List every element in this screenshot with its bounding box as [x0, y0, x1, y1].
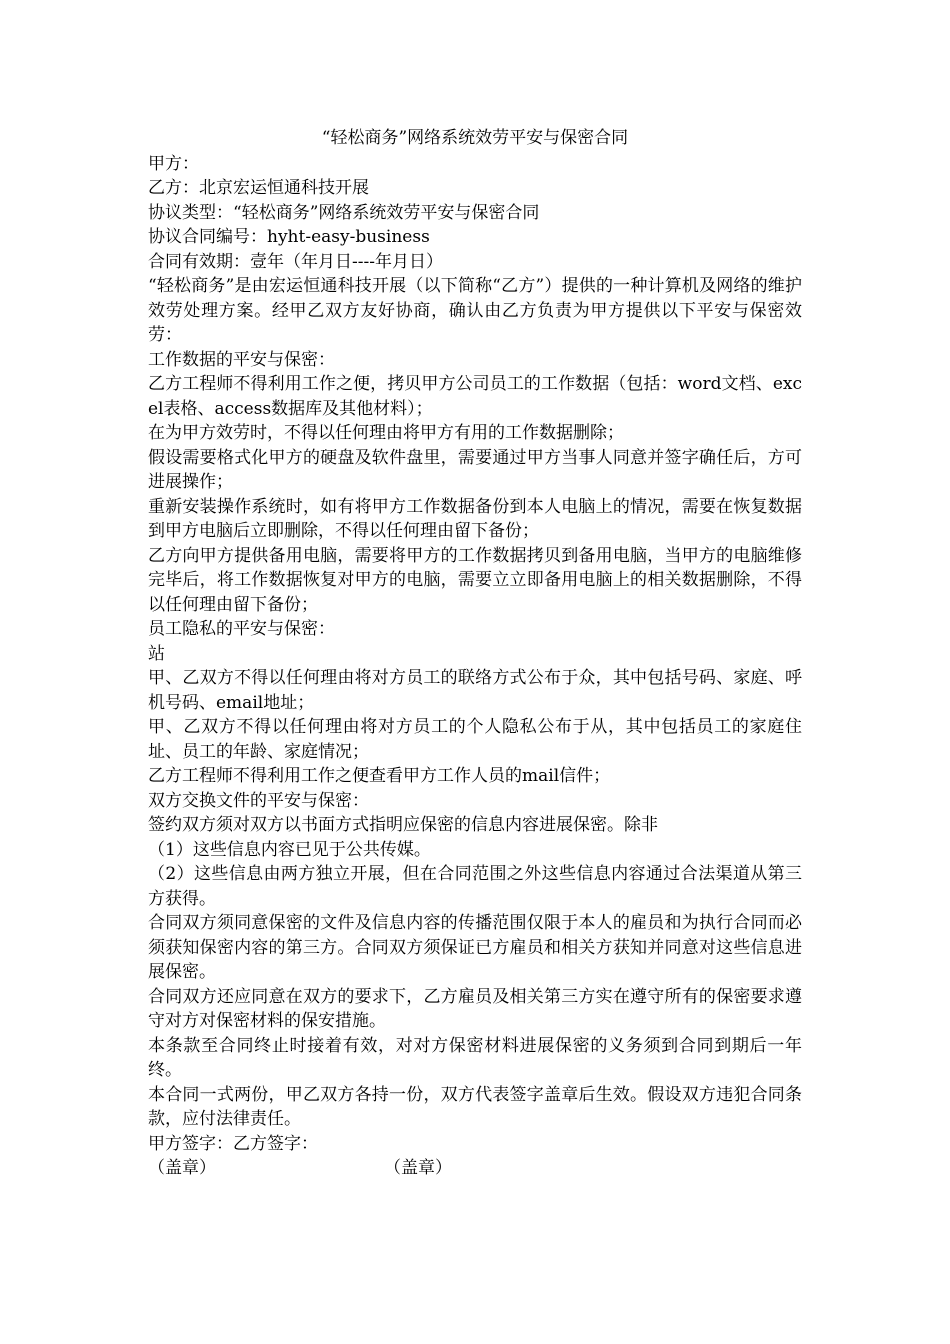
clause-paragraph: 乙方工程师不得利用工作之便，拷贝甲方公司员工的工作数据（包括：word文档、excel表格、access数据库及其他材料）； [148, 374, 802, 419]
clause-paragraph: 合同双方须同意保密的文件及信息内容的传播范围仅限于本人的雇员和为执行合同而必须获知保密内容的第三方。合同双方须保证已方雇员和相关方获知并同意对这些信息进展保密。 [148, 913, 802, 982]
intro-paragraph: “轻松商务”是由宏运恒通科技开展（以下简称“乙方”）提供的一种计算机及网络的维护效劳处理方案。经甲乙双方友好协商，确认由乙方负责为甲方提供以下平安与保密效劳： [148, 276, 802, 345]
clause-paragraph: 乙方工程师不得利用工作之便查看甲方工作人员的mail信件； [148, 766, 611, 786]
document-title: “轻松商务”网络系统效劳平安与保密合同 [321, 128, 629, 148]
clause-paragraph: 甲、乙双方不得以任何理由将对方员工的个人隐私公布于从，其中包括员工的家庭住址、员工的年龄、家庭情况； [148, 717, 802, 762]
clause-paragraph: 重新安装操作系统时，如有将甲方工作数据备份到本人电脑上的情况，需要在恢复数据到甲方电脑后立即删除，不得以任何理由留下备份； [148, 496, 802, 541]
contract-number-line: 协议合同编号：hyht-easy-business [148, 227, 430, 247]
seal-row [148, 1156, 802, 1181]
clause-paragraph: 签约双方须对双方以书面方式指明应保密的信息内容进展保密。除非 [148, 815, 658, 835]
clause-paragraph: 甲、乙双方不得以任何理由将对方员工的联络方式公布于众，其中包括号码、家庭、呼机号码、email地址； [148, 668, 802, 713]
party-a-line: 甲方： [148, 153, 199, 174]
validity-line: 合同有效期：壹年（年月日----年月日） [148, 251, 443, 272]
clause-paragraph: 本合同一式两份，甲乙双方各持一份，双方代表签字盖章后生效。假设双方违犯合同条款，应付法律责任。 [148, 1084, 802, 1129]
clause-paragraph: 在为甲方效劳时，不得以任何理由将甲方有用的工作数据删除； [148, 423, 624, 443]
clause-item-2: （2）这些信息由两方独立开展，但在合同范围之外这些信息内容通过合法渠道从第三方获得。 [148, 864, 802, 909]
party-b-line: 乙方：北京宏运恒通科技开展 [148, 178, 369, 198]
section-heading-work-data: 工作数据的平安与保密： [148, 349, 335, 370]
clause-paragraph: 本条款至合同终止时接着有效，对对方保密材料进展保密的义务须到合同到期后一年终。 [148, 1035, 802, 1080]
clause-paragraph: 乙方向甲方提供备用电脑，需要将甲方的工作数据拷贝到备用电脑，当甲方的电脑维修完毕后，将工作数据恢复对甲方的电脑，需要立立即备用电脑上的相关数据删除，不得以任何理由留下备份； [148, 545, 802, 615]
section-heading-file-exchange: 双方交换文件的平安与保密： [148, 790, 369, 811]
party-b-seal: （盖章） [384, 1158, 452, 1178]
section-heading-privacy: 员工隐私的平安与保密： [148, 619, 335, 639]
signature-line: 甲方签字：乙方签字： [148, 1133, 318, 1154]
agreement-type-line: 协议类型：“轻松商务”网络系统效劳平安与保密合同 [148, 202, 540, 223]
clause-item-1: （1）这些信息内容已见于公共传媒。 [148, 839, 431, 860]
clause-paragraph: 假设需要格式化甲方的硬盘及软件盘里，需要通过甲方当事人同意并签字确任后，方可进展操作； [148, 447, 802, 492]
clause-paragraph: 合同双方还应同意在双方的要求下，乙方雇员及相关第三方实在遵守所有的保密要求遵守对方对保密材料的保安措施。 [148, 986, 802, 1031]
stray-character: 站 [148, 643, 165, 664]
party-a-seal: （盖章） [148, 1158, 216, 1178]
contract-document [148, 126, 802, 1181]
